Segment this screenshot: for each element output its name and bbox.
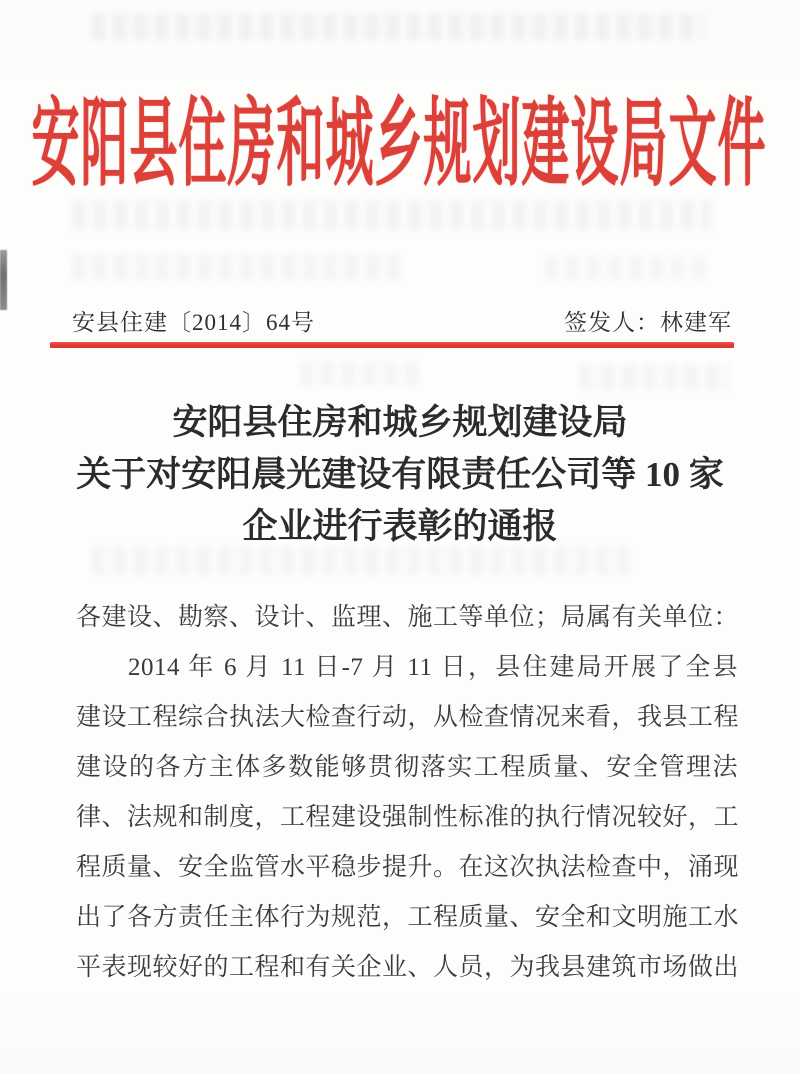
- document-number-row: [72, 304, 732, 337]
- document-title-line: 关于对安阳晨光建设有限责任公司等 10 家: [76, 455, 724, 494]
- issuer: 签发人：林建军: [564, 310, 732, 335]
- bleed-through-artifact: [545, 256, 710, 280]
- bleed-through-artifact: [580, 364, 730, 390]
- document-number: 安县住建〔2014〕64号: [72, 310, 315, 335]
- document-title-line: 企业进行表彰的通报: [242, 507, 558, 546]
- letterhead-title: 安阳县住房和城乡规划建设局文件: [31, 92, 767, 198]
- bleed-through-artifact: [72, 200, 712, 230]
- body-line: 2014 年 6 月 11 日-7 月 11 日，县住建局开展了全县: [128, 654, 738, 681]
- letterhead-band: [31, 84, 767, 198]
- document-title: [48, 397, 752, 553]
- body-line: 平表现较好的工程和有关企业、人员，为我县建筑市场做出: [76, 954, 740, 981]
- bleed-through-artifact: [92, 14, 704, 40]
- bleed-through-artifact: [72, 254, 402, 280]
- bleed-through-artifact: [300, 362, 420, 386]
- body-line: 建设工程综合执法大检查行动，从检查情况来看，我县工程: [76, 704, 740, 731]
- body-line: 程质量、安全监管水平稳步提升。在这次执法检查中，涌现: [76, 854, 740, 881]
- document-body: [76, 600, 738, 1000]
- body-line: 出了各方责任主体行为规范，工程质量、安全和文明施工水: [76, 904, 740, 931]
- salutation-line: 各建设、勘察、设计、监理、施工等单位；局属有关单位：: [76, 604, 740, 631]
- document-title-line: 安阳县住房和城乡规划建设局: [172, 403, 628, 442]
- scan-edge-artifact: [0, 250, 7, 310]
- body-line: 建设的各方主体多数能够贯彻落实工程质量、安全管理法: [76, 754, 738, 781]
- body-line: 律、法规和制度，工程建设强制性标准的执行情况较好，工: [76, 804, 740, 831]
- red-divider-rule: [50, 342, 734, 348]
